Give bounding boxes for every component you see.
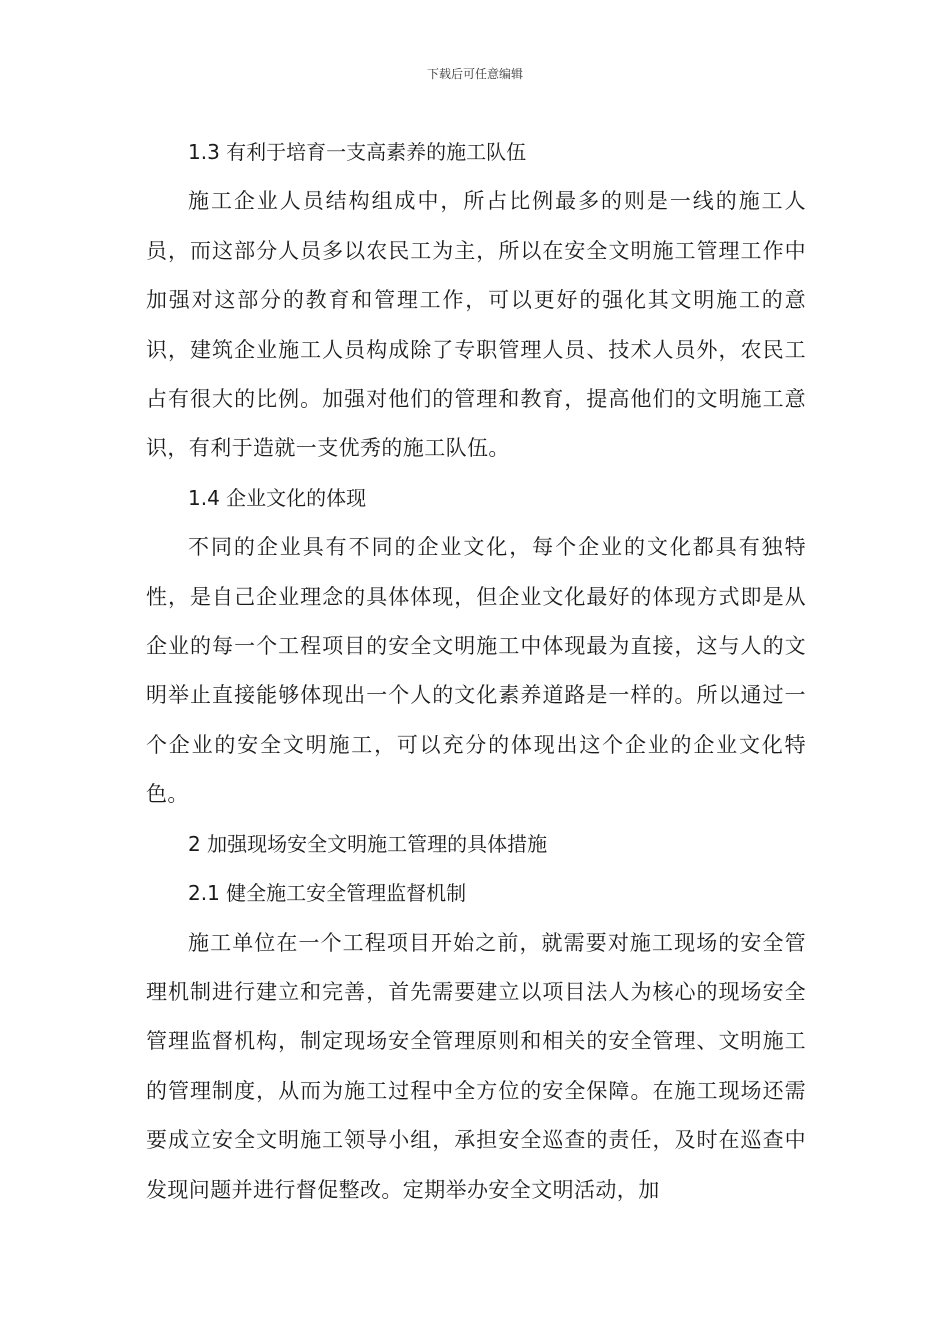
document-body <box>146 128 806 1215</box>
section-heading-2: 2 加强现场安全文明施工管理的具体措施 <box>188 831 548 856</box>
paragraph-1-3: 施工企业人员结构组成中，所占比例最多的则是一线的施工人员，而这部分人员多以农民工为主，所以在安全文明施工管理工作中加强对这部分的教育和管理工作，可以更好的强化其文明施工的意识，建筑企业施工人员构成除了专职管理人员、技术人员外，农民工占有很大的比例。加强对他们的管理和教育，提高他们的文明施工意识，有利于造就一支优秀的施工队伍。 <box>146 189 806 461</box>
section-heading-1-4: 1.4 企业文化的体现 <box>188 485 367 510</box>
section-heading-2-1: 2.1 健全施工安全管理监督机制 <box>188 881 467 906</box>
paragraph-2-1: 施工单位在一个工程项目开始之前，就需要对施工现场的安全管理机制进行建立和完善，首先需要建立以项目法人为核心的现场安全管理监督机构，制定现场安全管理原则和相关的安全管理、文明施工的管理制度，从而为施工过程中全方位的安全保障。在施工现场还需要成立安全文明施工领导小组，承担安全巡查的责任，及时在巡查中发现问题并进行督促整改。定期举办安全文明活动，加 <box>146 930 806 1202</box>
section-heading-1-3: 1.3 有利于培育一支高素养的施工队伍 <box>188 140 527 164</box>
page-header: 下载后可任意编辑 <box>426 67 523 81</box>
paragraph-1-4: 不同的企业具有不同的企业文化，每个企业的文化都具有独特性，是自己企业理念的具体体现，但企业文化最好的体现方式即是从企业的每一个工程项目的安全文明施工中体现最为直接，这与人的文明举止直接能够体现出一个人的文化素养道路是一样的。所以通过一个企业的安全文明施工，可以充分的体现出这个企业的企业文化特色。 <box>146 535 806 807</box>
